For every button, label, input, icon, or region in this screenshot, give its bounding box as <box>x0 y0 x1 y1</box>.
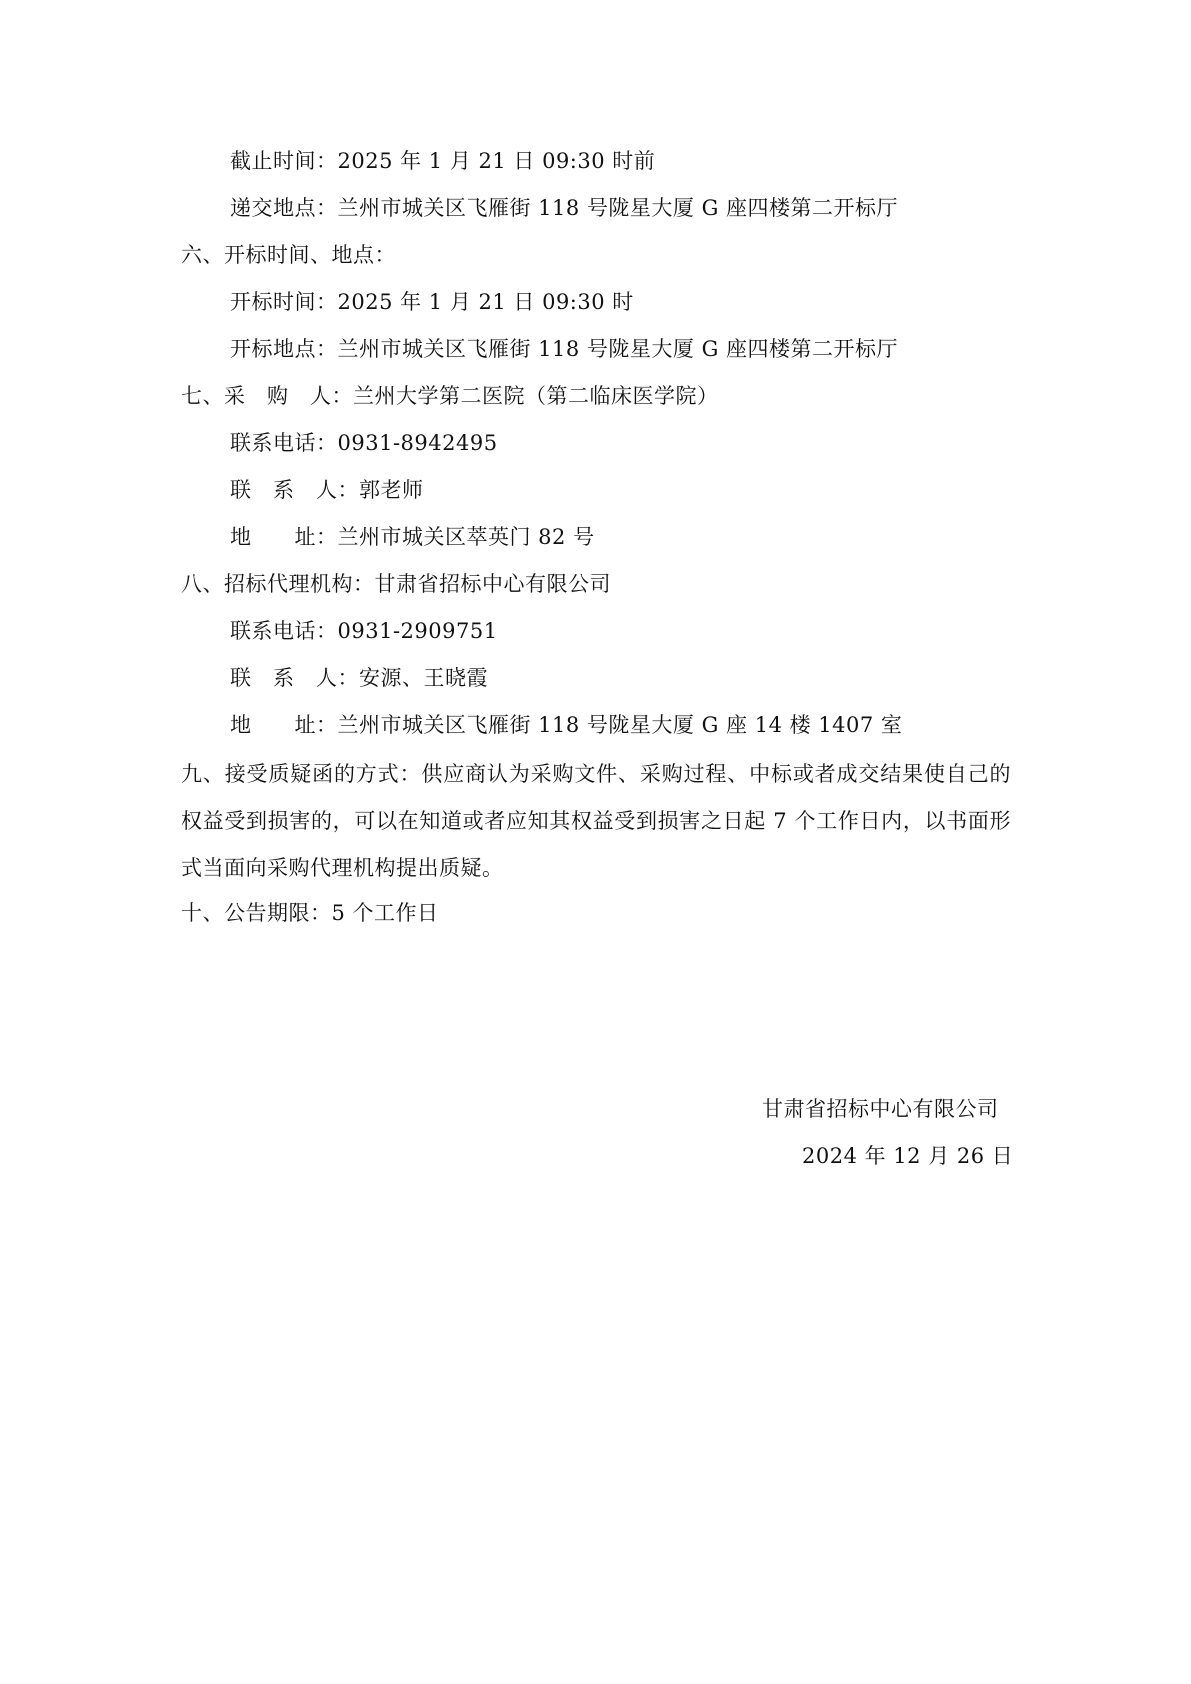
buyer-address: 地 址：兰州市城关区萃英门 82 号 <box>230 525 595 549</box>
signature-organization: 甘肃省招标中心有限公司 <box>762 1097 999 1121</box>
signature-date: 2024 年 12 月 26 日 <box>802 1144 1014 1168</box>
section-8-heading: 八、招标代理机构：甘肃省招标中心有限公司 <box>181 572 611 596</box>
section-7-heading: 七、采 购 人：兰州大学第二医院（第二临床医学院） <box>181 384 719 408</box>
agent-contact: 联 系 人：安源、王晓霞 <box>230 666 488 690</box>
buyer-phone: 联系电话：0931-8942495 <box>230 431 498 455</box>
agent-phone: 联系电话：0931-2909751 <box>230 619 498 643</box>
bid-opening-time: 开标时间：2025 年 1 月 21 日 09:30 时 <box>230 290 634 314</box>
agent-address: 地 址：兰州市城关区飞雁街 118 号陇星大厦 G 座 14 楼 1407 室 <box>230 713 903 737</box>
section-9-objection-method: 九、接受质疑函的方式：供应商认为采购文件、采购过程、中标或者成交结果使自己的权益受到损害的，可以在知道或者应知其权益受到损害之日起 7 个工作日内，以书面形式当面向采购代理机构提出质疑。 <box>181 762 1011 880</box>
section-10-notice-period: 十、公告期限：5 个工作日 <box>181 901 439 925</box>
buyer-contact: 联 系 人：郭老师 <box>230 478 424 502</box>
bid-deadline: 截止时间：2025 年 1 月 21 日 09:30 时前 <box>230 149 656 173</box>
bid-opening-location: 开标地点：兰州市城关区飞雁街 118 号陇星大厦 G 座四楼第二开标厅 <box>230 337 899 361</box>
section-6-heading: 六、开标时间、地点： <box>181 243 396 267</box>
submission-location: 递交地点：兰州市城关区飞雁街 118 号陇星大厦 G 座四楼第二开标厅 <box>230 196 899 220</box>
